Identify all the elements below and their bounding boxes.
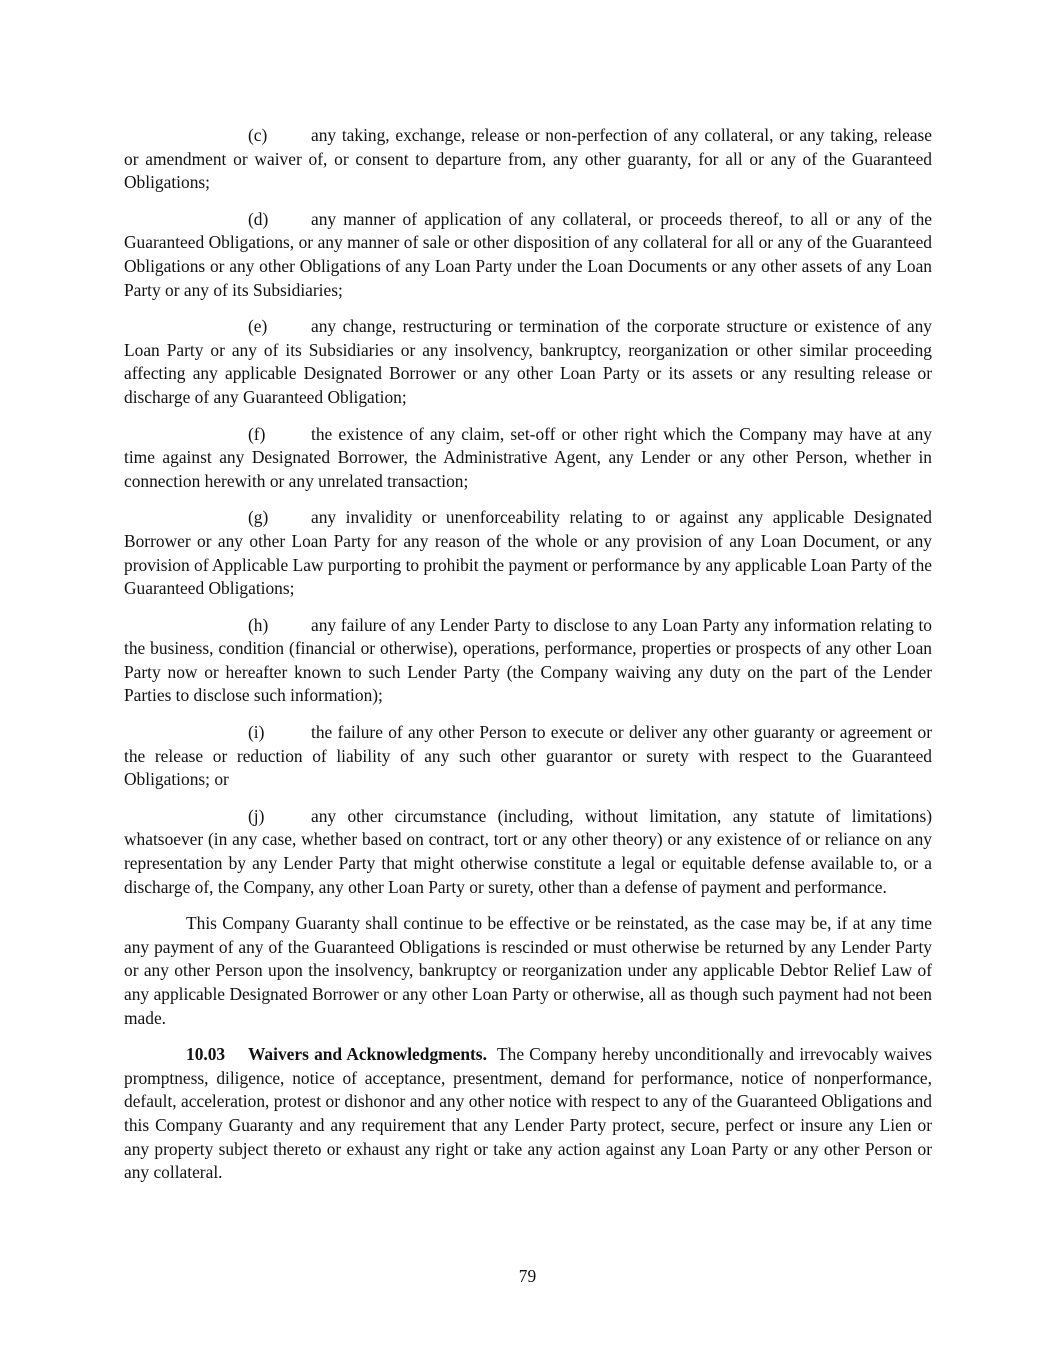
clause-marker: (f) xyxy=(248,423,266,444)
clause-marker: (d) xyxy=(248,208,269,229)
clause-text: the failure of any other Person to execute or deliver any other guaranty or agreement or the release or reduction of liability of any such other guarantor or surety with respect to the Guaranteed Obligations; or xyxy=(124,722,932,790)
clause-marker: (e) xyxy=(248,316,268,337)
clause-j xyxy=(124,805,932,899)
section-title: Waivers and Acknowledgments. xyxy=(248,1044,487,1065)
clause-marker: (c) xyxy=(248,125,268,145)
clause-marker: (h) xyxy=(248,614,269,635)
section-text: The Company hereby unconditionally and irrevocably waives promptness, diligence, notice of acceptance, presentment, demand for performance, notice of nonperformance, default, acceleration, protest or dishonor and any other notice with respect to any of the Guaranteed Obligations and this Company Guaranty and any requirement that any Lender Party protect, secure, perfect or insure any Lien or any property subject thereto or exhaust any right or take any action against any Loan Party or any other Person or any collateral. xyxy=(124,1044,933,1183)
clause-f xyxy=(124,423,932,494)
clause-text: the existence of any claim, set-off or other right which the Company may have at any time against any Designated Borrower, the Administrative Agent, any Lender or any other Person, whether in connection herewith or any unrelated transaction; xyxy=(124,423,932,491)
clause-d xyxy=(124,208,932,302)
section-heading xyxy=(186,1044,487,1064)
document-page xyxy=(124,124,932,1198)
clause-text: any change, restructuring or termination of the corporate structure or existence of any Loan Party or any of its Subsidiaries or any insolvency, bankruptcy, reorganization or other similar proceeding affecting any applicable Designated Borrower or any other Loan Party or its assets or any resulting release or discharge of any Guaranteed Obligation; xyxy=(124,316,932,407)
clause-i xyxy=(124,721,932,792)
clause-text: any manner of application of any collateral, or proceeds thereof, to all or any of the Guaranteed Obligations, or any manner of sale or other disposition of any collateral for all or any of the Guaranteed Obligations or any other Obligations of any Loan Party under the Loan Documents or any other assets of any Loan Party or any of its Subsidiaries; xyxy=(124,208,932,300)
continuation-paragraph: This Company Guaranty shall continue to be effective or be reinstated, as the case may be, if at any time any payment of any of the Guaranteed Obligations is rescinded or must otherwise be returned by any Lender Party or any other Person upon the insolvency, bankruptcy or reorganization under any applicable Debtor Relief Law of any applicable Designated Borrower or any other Loan Party or otherwise, all as though such payment had not been made. xyxy=(124,913,932,1028)
clause-marker: (i) xyxy=(248,722,265,743)
clause-text: any failure of any Lender Party to disclose to any Loan Party any information relating to the business, condition (financial or otherwise), operations, performance, properties or prospects of any other Loan Party now or hereafter known to such Lender Party (the Company waiving any duty on the part of the Lender Parties to disclose such information); xyxy=(124,614,932,706)
clause-text: any other circumstance (including, without limitation, any statute of limitations) whatsoever (in any case, whether based on contract, tort or any other theory) or any existence of or reliance on any representation by any Lender Party that might otherwise constitute a legal or equitable defense available to, or a discharge of, the Company, any other Loan Party or surety, other than a defense of payment and performance. xyxy=(124,805,932,897)
clause-e xyxy=(124,315,932,409)
section-10-03 xyxy=(124,1043,932,1185)
clause-h xyxy=(124,614,932,708)
clause-marker: (g) xyxy=(248,507,269,528)
section-number: 10.03 xyxy=(186,1044,226,1065)
clause-marker: (j) xyxy=(248,805,265,826)
clause-c xyxy=(124,124,932,195)
clause-text: any invalidity or unenforceability relating to or against any applicable Designated Borrower or any other Loan Party for any reason of the whole or any provision of any Loan Document, or any provision of Applicable Law purporting to prohibit the payment or performance by any applicable Loan Party of the Guaranteed Obligations; xyxy=(124,507,932,599)
clause-text: any taking, exchange, release or non-perfection of any collateral, or any taking, release or amendment or waiver of, or consent to departure from, any other guaranty, for all or any of the Guaranteed Obligations; xyxy=(124,125,932,193)
page-number: 79 xyxy=(518,1266,537,1286)
clause-g xyxy=(124,506,932,600)
